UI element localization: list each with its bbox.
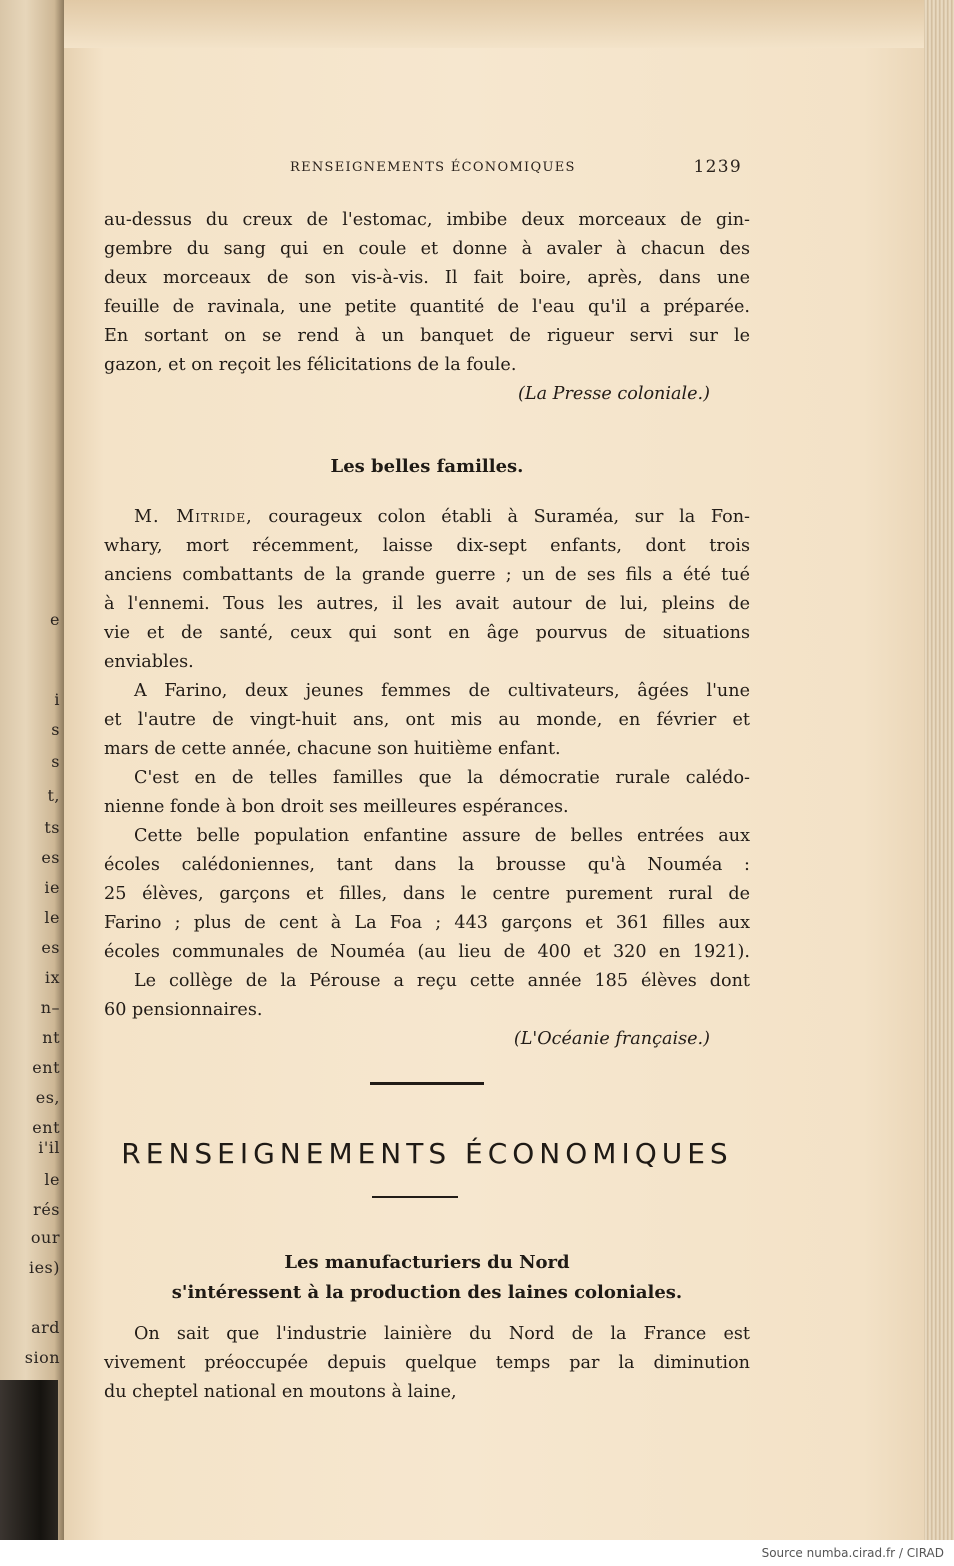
paragraph-mitride xyxy=(104,503,750,1054)
previous-page-fragment: s xyxy=(51,752,60,771)
page-stack-edge xyxy=(924,0,954,1540)
previous-page-fragment: ent xyxy=(32,1118,60,1137)
text-line: deux morceaux de son vis-à-vis. Il fait boire, après, dans une xyxy=(104,268,750,288)
text-line: whary, mort récemment, laisse dix-sept enfants, dont trois xyxy=(104,536,750,556)
previous-page-fragment: le xyxy=(44,1170,60,1189)
paragraph-ritual xyxy=(104,206,750,409)
text-line: 25 élèves, garçons et filles, dans le centre purement rural de xyxy=(104,884,750,904)
previous-page-fragment: n– xyxy=(40,998,60,1017)
text-line: nienne fonde à bon droit ses meilleures espérances. xyxy=(104,797,569,817)
previous-page-fragment: es xyxy=(41,848,60,867)
previous-page-fragment: ts xyxy=(44,818,60,837)
previous-page-fragment: es, xyxy=(35,1088,60,1107)
previous-page-fragment: rés xyxy=(33,1200,60,1219)
text-line: C'est en de telles familles que la démocratie rurale calédo- xyxy=(134,768,750,788)
section-divider xyxy=(370,1082,484,1085)
text-line: On sait que l'industrie lainière du Nord de la France est xyxy=(134,1324,750,1344)
text-line: Cette belle population enfantine assure de belles entrées aux xyxy=(134,826,750,846)
text-line: au-dessus du creux de l'estomac, imbibe deux morceaux de gin- xyxy=(104,210,750,230)
running-head-title: RENSEIGNEMENTS ÉCONOMIQUES xyxy=(290,160,576,175)
text-line: 60 pensionnaires. xyxy=(104,1000,263,1020)
previous-page-fragment: our xyxy=(30,1228,60,1247)
previous-page-fragment: i xyxy=(54,690,60,709)
previous-page-fragment: i'il xyxy=(38,1138,60,1157)
article-heading-2 xyxy=(104,1248,750,1308)
previous-page-fragment: ie xyxy=(44,878,60,897)
heading-line: Les manufacturiers du Nord xyxy=(284,1252,570,1273)
text-line: feuille de ravinala, une petite quantité de l'eau qu'il a préparée. xyxy=(104,297,750,317)
previous-page-fragment: ies) xyxy=(28,1258,60,1277)
text-line: anciens combattants de la grande guerre ; un de ses fils a été tué xyxy=(104,565,750,585)
binding-shadow xyxy=(0,1380,58,1540)
text-line: écoles calédoniennes, tant dans la brousse qu'à Nouméa : xyxy=(104,855,750,875)
previous-page-fragment: sion xyxy=(24,1348,60,1367)
section-title: RENSEIGNEMENTS ÉCONOMIQUES xyxy=(121,1137,733,1170)
previous-page-fragment: ent xyxy=(32,1058,60,1077)
previous-page-fragment: t, xyxy=(47,786,60,805)
text-line: et l'autre de vingt-huit ans, ont mis au monde, en février et xyxy=(104,710,750,730)
text-line: gazon, et on reçoit les félicitations de la foule. xyxy=(104,355,517,375)
text-line: enviables. xyxy=(104,652,194,672)
paragraph-laines xyxy=(104,1320,750,1407)
text-line: gembre du sang qui en coule et donne à avaler à chacun des xyxy=(104,239,750,259)
heading-line: s'intéressent à la production des laines coloniales. xyxy=(171,1282,683,1303)
previous-page-fragment: es xyxy=(41,938,60,957)
text-run: courageux colon établi à Suraméa, sur la Fon- xyxy=(252,507,750,527)
text-line: à l'ennemi. Tous les autres, il les avait autour de lui, pleins de xyxy=(104,594,750,614)
title-underline xyxy=(372,1196,458,1198)
text-line: écoles communales de Nouméa (au lieu de 400 et 320 en 1921). xyxy=(104,942,750,962)
source-citation: (L'Océanie française.) xyxy=(513,1029,710,1049)
page-top-shadow xyxy=(64,0,924,48)
source-credit: Source numba.cirad.fr / CIRAD xyxy=(761,1546,944,1560)
previous-page-fragment: ard xyxy=(31,1318,60,1337)
page-number: 1239 xyxy=(693,157,742,177)
text-line: du cheptel national en moutons à laine, xyxy=(104,1382,457,1402)
text-line xyxy=(104,503,750,532)
text-line: vivement préoccupée depuis quelque temps par la diminution xyxy=(104,1353,750,1373)
source-citation: (La Presse coloniale.) xyxy=(518,384,710,404)
text-line: mars de cette année, chacune son huitième enfant. xyxy=(104,739,561,759)
previous-page-fragment: nt xyxy=(42,1028,60,1047)
previous-page-fragment: s xyxy=(51,720,60,739)
person-name: M. Mitride, xyxy=(134,507,253,527)
previous-page-fragment: ix xyxy=(44,968,60,987)
text-line: A Farino, deux jeunes femmes de cultivateurs, âgées l'une xyxy=(134,681,750,701)
text-line: Farino ; plus de cent à La Foa ; 443 garçons et 361 filles aux xyxy=(104,913,750,933)
previous-page-fragment: e xyxy=(50,610,60,629)
text-line: En sortant on se rend à un banquet de rigueur servi sur le xyxy=(104,326,750,346)
previous-page-fragment: le xyxy=(44,908,60,927)
text-line: vie et de santé, ceux qui sont en âge pourvus de situations xyxy=(104,623,750,643)
text-line: Le collège de la Pérouse a reçu cette année 185 élèves dont xyxy=(134,971,750,991)
article-heading: Les belles familles. xyxy=(330,456,524,477)
